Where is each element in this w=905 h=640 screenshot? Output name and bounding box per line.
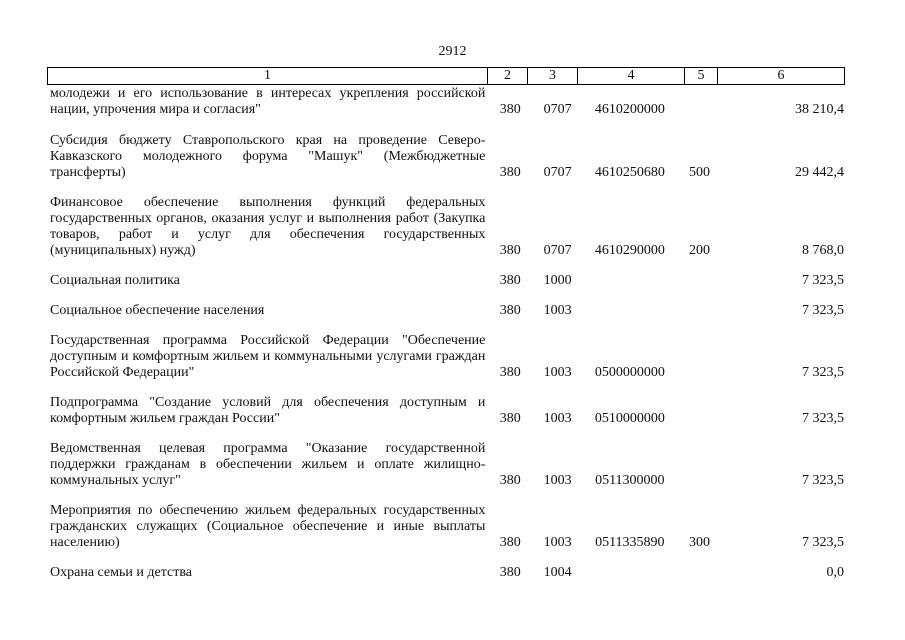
row-section-code: 1003 xyxy=(543,303,572,318)
row-amount: 29 442,4 xyxy=(795,165,844,180)
row-name: Социальная политика xyxy=(50,273,180,288)
table-row xyxy=(47,195,844,259)
row-ministry-code: 380 xyxy=(499,102,521,117)
row-amount: 7 323,5 xyxy=(802,473,844,488)
row-expense-type: 300 xyxy=(689,535,711,550)
table-row xyxy=(47,565,844,581)
column-header-row xyxy=(48,68,845,85)
row-expense-type: 200 xyxy=(689,243,711,258)
row-target-code: 0500000000 xyxy=(594,365,665,380)
row-amount: 38 210,4 xyxy=(795,102,844,117)
row-name: Социальное обеспечение населения xyxy=(50,303,265,318)
row-amount: 7 323,5 xyxy=(802,365,844,380)
row-name: молодежи и его использование в интересах укрепления российской нации, упрочения мира и согласия" xyxy=(50,86,486,117)
row-target-code: 4610250680 xyxy=(594,165,665,180)
row-ministry-code: 380 xyxy=(499,565,521,580)
row-section-code: 1003 xyxy=(543,473,572,488)
table-row xyxy=(47,441,844,489)
table-row xyxy=(47,303,844,319)
row-name: Охрана семьи и детства xyxy=(50,565,192,580)
row-name: Субсидия бюджету Ставропольского края на проведение Северо-Кавказского молодежного форума "Машук" (Межбюджетные трансферты) xyxy=(50,133,486,180)
row-name: Ведомственная целевая программа "Оказание государственной поддержки гражданам в обеспечении жильем и оплате жилищно-коммунальных услуг" xyxy=(50,441,486,488)
row-name: Финансовое обеспечение выполнения функций федеральных государственных органов, оказания услуг и выполнения работ (Закупка товаров, работ и услуг для обеспечения государственных (муниципальных) нужд) xyxy=(50,195,486,258)
row-ministry-code: 380 xyxy=(499,273,521,288)
row-target-code: 0511300000 xyxy=(595,473,665,488)
row-ministry-code: 380 xyxy=(499,303,521,318)
table-row xyxy=(47,333,844,381)
page-number: 2912 xyxy=(438,44,467,59)
row-name: Государственная программа Российской Федерации "Обеспечение доступным и комфортным жильем и коммунальными услугами граждан Российской Федерации" xyxy=(50,333,486,380)
column-header-3: 3 xyxy=(528,68,578,85)
row-section-code: 1004 xyxy=(543,565,572,580)
row-ministry-code: 380 xyxy=(499,411,521,426)
row-amount: 7 323,5 xyxy=(802,535,844,550)
table-row xyxy=(47,133,844,181)
row-section-code: 1003 xyxy=(543,365,572,380)
row-amount: 7 323,5 xyxy=(802,273,844,288)
row-ministry-code: 380 xyxy=(499,473,521,488)
column-header-2: 2 xyxy=(488,68,528,85)
column-header-1: 1 xyxy=(48,68,488,85)
row-target-code: 4610290000 xyxy=(594,243,665,258)
row-section-code: 0707 xyxy=(543,243,572,258)
row-ministry-code: 380 xyxy=(499,165,521,180)
row-amount: 0,0 xyxy=(826,565,844,580)
row-amount: 7 323,5 xyxy=(802,303,844,318)
row-name: Подпрограмма "Создание условий для обеспечения доступным и комфортным жильем граждан России" xyxy=(50,395,486,426)
row-section-code: 1003 xyxy=(543,535,572,550)
row-section-code: 1000 xyxy=(543,273,572,288)
row-target-code: 0510000000 xyxy=(594,411,665,426)
row-ministry-code: 380 xyxy=(499,535,521,550)
table-row xyxy=(47,86,844,118)
column-header-4: 4 xyxy=(578,68,685,85)
budget-table-body xyxy=(47,86,844,595)
row-expense-type: 500 xyxy=(689,165,711,180)
row-section-code: 1003 xyxy=(543,411,572,426)
column-header-6: 6 xyxy=(718,68,845,85)
row-target-code: 0511335890 xyxy=(595,535,665,550)
row-amount: 7 323,5 xyxy=(802,411,844,426)
row-name: Мероприятия по обеспечению жильем федеральных государственных гражданских служащих (Социальное обеспечение и иные выплаты населению) xyxy=(50,503,486,550)
table-row xyxy=(47,273,844,289)
row-ministry-code: 380 xyxy=(499,365,521,380)
column-header-table xyxy=(47,67,845,85)
table-row xyxy=(47,503,844,551)
row-section-code: 0707 xyxy=(543,165,572,180)
table-row xyxy=(47,395,844,427)
row-target-code: 4610200000 xyxy=(594,102,665,117)
row-section-code: 0707 xyxy=(543,102,572,117)
row-amount: 8 768,0 xyxy=(802,243,844,258)
column-header-5: 5 xyxy=(685,68,718,85)
row-ministry-code: 380 xyxy=(499,243,521,258)
